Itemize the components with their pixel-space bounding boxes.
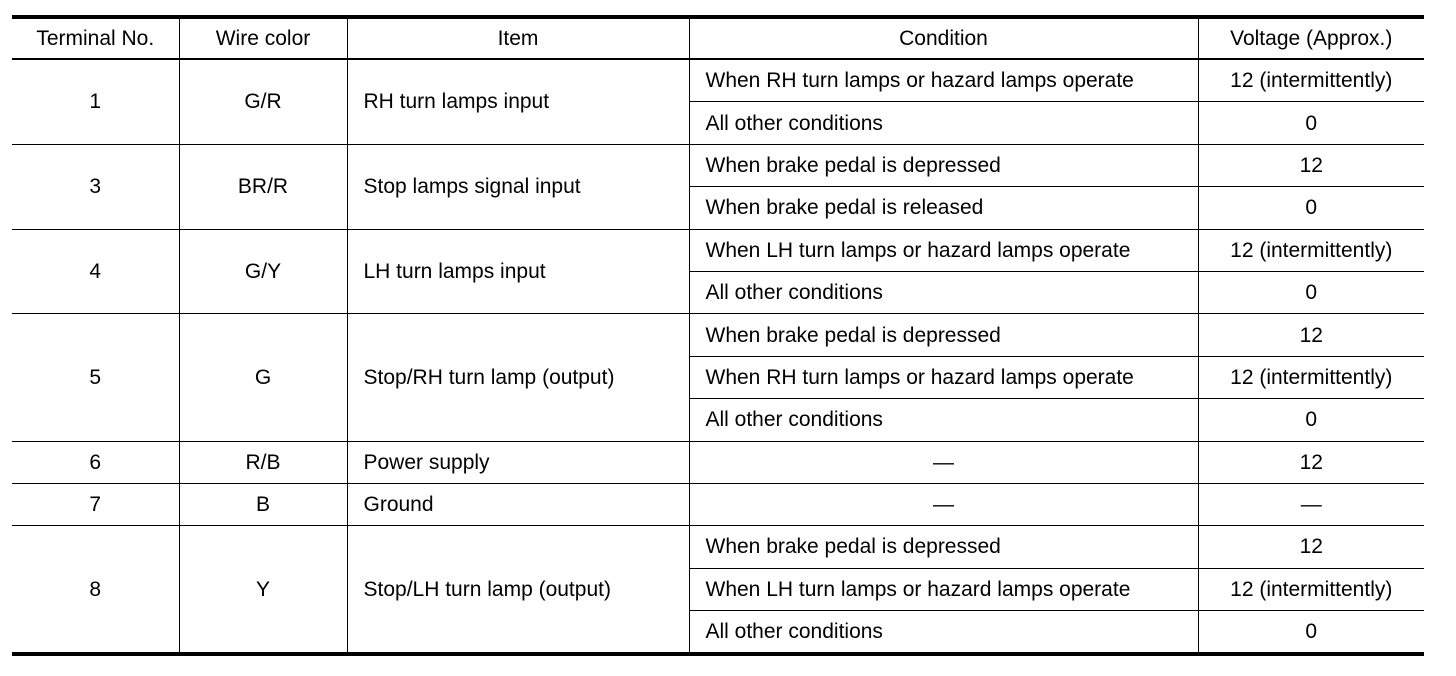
voltage-cell: 12 [1198, 526, 1424, 568]
condition-cell: When LH turn lamps or hazard lamps operate [689, 229, 1198, 271]
terminal-cell: 4 [12, 229, 179, 314]
voltage-cell: 12 [1198, 144, 1424, 186]
condition-cell: When brake pedal is depressed [689, 314, 1198, 356]
voltage-cell: 12 (intermittently) [1198, 229, 1424, 271]
item-cell: Ground [347, 483, 689, 525]
terminal-cell: 6 [12, 441, 179, 483]
voltage-cell: 0 [1198, 102, 1424, 144]
wire-color-cell: BR/R [179, 144, 347, 229]
item-cell: Stop lamps signal input [347, 144, 689, 229]
wire-color-cell: G/R [179, 59, 347, 144]
condition-cell: All other conditions [689, 611, 1198, 655]
voltage-cell: 12 [1198, 314, 1424, 356]
condition-cell: — [689, 441, 1198, 483]
terminal-voltage-table [12, 15, 1424, 656]
terminal-cell: 3 [12, 144, 179, 229]
terminal-cell: 5 [12, 314, 179, 441]
voltage-cell: 0 [1198, 399, 1424, 441]
condition-cell: All other conditions [689, 399, 1198, 441]
terminal-cell: 7 [12, 483, 179, 525]
condition-cell: — [689, 483, 1198, 525]
table-row [12, 314, 1424, 356]
table-row [12, 144, 1424, 186]
condition-cell: When RH turn lamps or hazard lamps operate [689, 59, 1198, 102]
item-cell: RH turn lamps input [347, 59, 689, 144]
header-voltage: Voltage (Approx.) [1198, 17, 1424, 59]
condition-cell: All other conditions [689, 271, 1198, 313]
wire-color-cell: G/Y [179, 229, 347, 314]
header-wire-color: Wire color [179, 17, 347, 59]
wire-color-cell: B [179, 483, 347, 525]
voltage-cell: — [1198, 483, 1424, 525]
condition-cell: All other conditions [689, 102, 1198, 144]
voltage-cell: 0 [1198, 271, 1424, 313]
voltage-cell: 0 [1198, 187, 1424, 229]
condition-cell: When brake pedal is depressed [689, 526, 1198, 568]
item-cell: LH turn lamps input [347, 229, 689, 314]
table-row [12, 229, 1424, 271]
table-row [12, 59, 1424, 102]
voltage-cell: 12 (intermittently) [1198, 356, 1424, 398]
voltage-cell: 12 (intermittently) [1198, 59, 1424, 102]
voltage-cell: 12 (intermittently) [1198, 568, 1424, 610]
table-row [12, 483, 1424, 525]
voltage-cell: 12 [1198, 441, 1424, 483]
header-terminal: Terminal No. [12, 17, 179, 59]
item-cell: Power supply [347, 441, 689, 483]
condition-cell: When brake pedal is depressed [689, 144, 1198, 186]
table-row [12, 441, 1424, 483]
condition-cell: When brake pedal is released [689, 187, 1198, 229]
voltage-cell: 0 [1198, 611, 1424, 655]
wire-color-cell: Y [179, 526, 347, 655]
header-row [12, 17, 1424, 59]
terminal-cell: 8 [12, 526, 179, 655]
condition-cell: When LH turn lamps or hazard lamps operate [689, 568, 1198, 610]
header-item: Item [347, 17, 689, 59]
item-cell: Stop/RH turn lamp (output) [347, 314, 689, 441]
header-condition: Condition [689, 17, 1198, 59]
item-cell: Stop/LH turn lamp (output) [347, 526, 689, 655]
table-row [12, 526, 1424, 568]
condition-cell: When RH turn lamps or hazard lamps operate [689, 356, 1198, 398]
wire-color-cell: G [179, 314, 347, 441]
wire-color-cell: R/B [179, 441, 347, 483]
terminal-cell: 1 [12, 59, 179, 144]
